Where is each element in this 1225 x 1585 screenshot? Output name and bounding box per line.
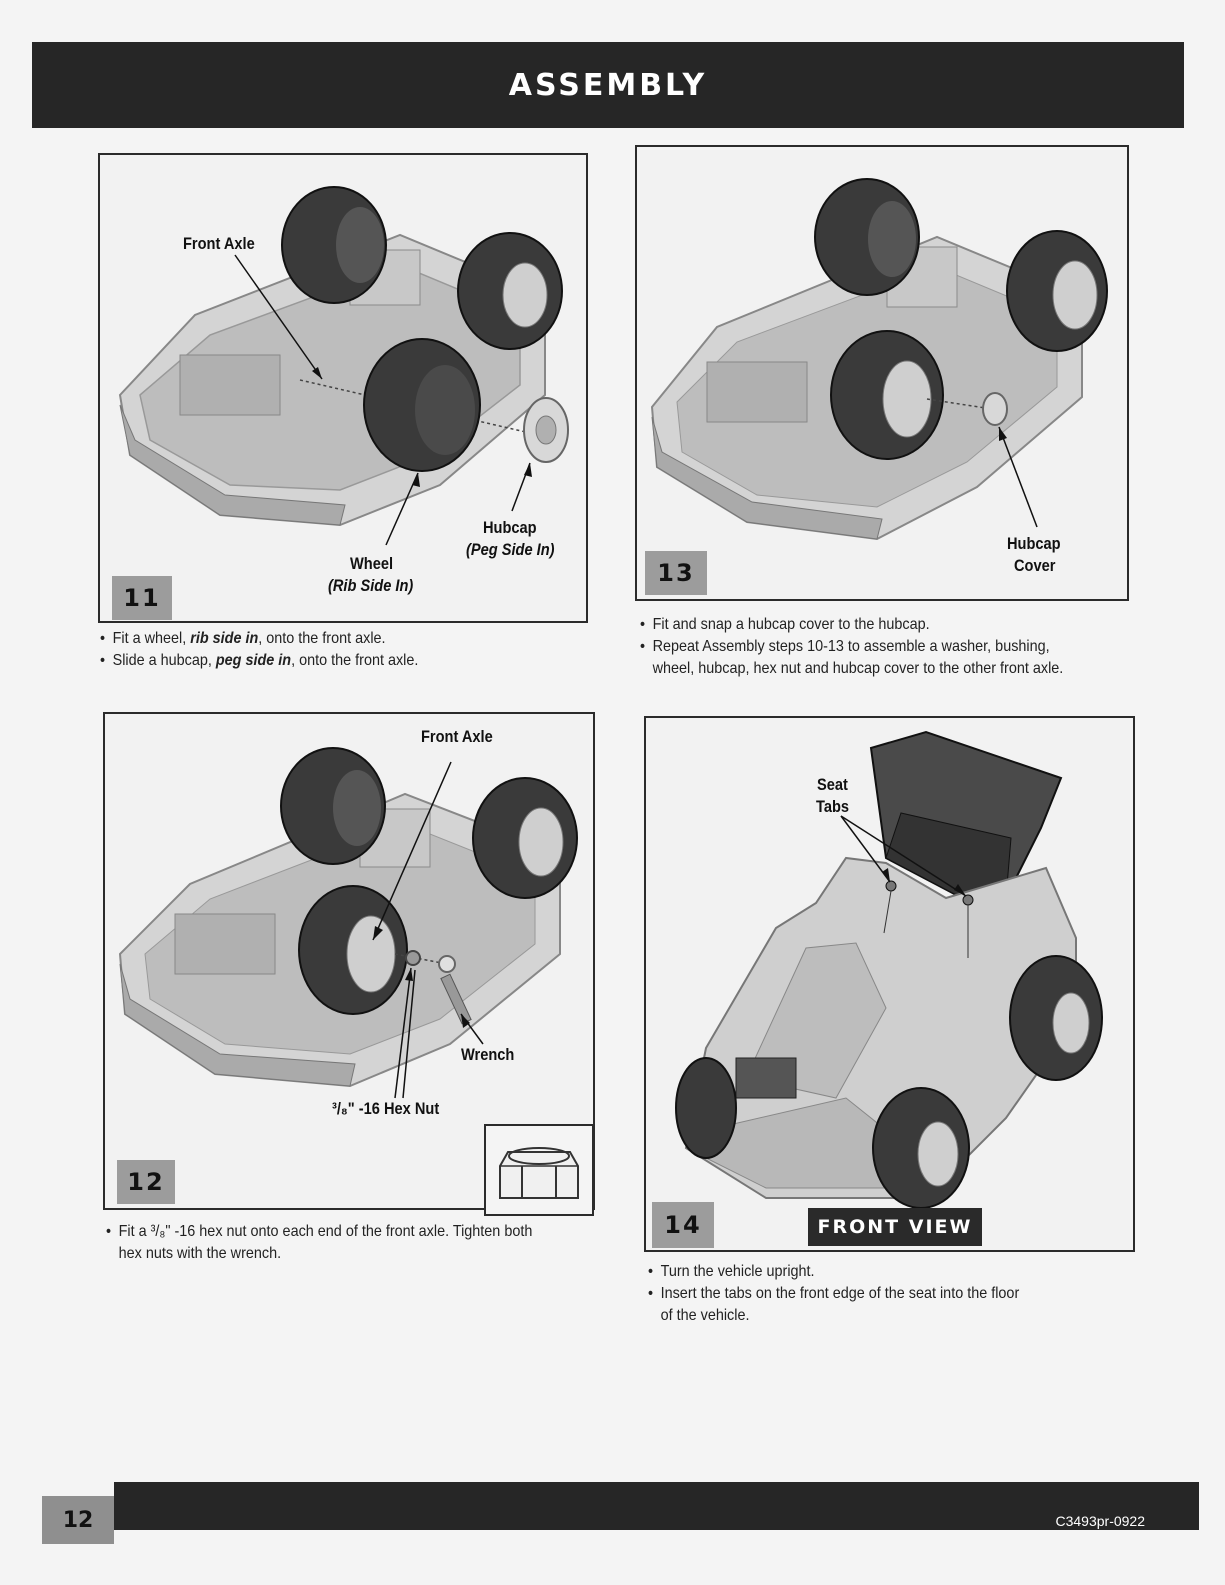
instruction-line: • Insert the tabs on the front edge of the seat into the floor [648,1285,1020,1302]
step-13-panel [635,145,1129,601]
footer-bar [114,1482,1199,1530]
page-title: ASSEMBLY [508,67,708,103]
instruction-line: • Fit a ³/₈" -16 hex nut onto each end of the front axle. Tighten both [106,1223,533,1240]
step-number-badge: 12 [117,1160,175,1204]
hubcap-note-label: (Peg Side In) [466,540,555,559]
hex-nut-actual-size-box [484,1124,594,1216]
instruction-line: wheel, hubcap, hex nut and hubcap cover to the other front axle. [652,660,1064,677]
wheel-label: Wheel [350,554,394,573]
front-axle-label: Front Axle [421,727,493,746]
document-code: C3493pr-0922 [1055,1513,1145,1529]
instruction-line: • Turn the vehicle upright. [648,1263,815,1280]
instruction-line: • Repeat Assembly steps 10-13 to assemble a washer, bushing, [640,638,1050,655]
instruction-line: • Fit and snap a hubcap cover to the hubcap. [640,616,930,633]
front-view-label: FRONT VIEW [808,1208,982,1246]
seat-label: Seat [817,775,848,794]
instruction-line: • Slide a hubcap, peg side in, onto the front axle. [100,652,419,669]
wrench-label: Wrench [461,1045,515,1064]
hex-nut-label: ³/₈" -16 Hex Nut [332,1099,440,1118]
wheel-note-label: (Rib Side In) [328,576,414,595]
page-number: 12 [42,1496,114,1544]
header-bar [32,42,1184,128]
step-14-illustration [646,718,1133,1250]
step-number-badge: 11 [112,576,172,620]
instruction-line: of the vehicle. [660,1307,750,1324]
hubcap-cover-label-line2: Cover [1014,556,1056,575]
instruction-line: hex nuts with the wrench. [118,1245,282,1262]
hubcap-label: Hubcap [483,518,537,537]
hubcap-cover-label-line1: Hubcap [1007,534,1061,553]
front-axle-label: Front Axle [183,234,255,253]
step-14-panel [644,716,1135,1252]
hex-nut-icon [486,1126,592,1214]
step-11-instructions [100,628,418,672]
instruction-line: • Fit a wheel, rib side in, onto the front axle. [100,630,386,647]
step-number-badge: 14 [652,1202,714,1248]
step-12-instructions [106,1221,532,1265]
step-13-illustration [637,147,1127,599]
step-11-panel [98,153,588,623]
step-14-instructions [648,1261,1019,1327]
tabs-label: Tabs [816,797,850,816]
step-number-badge: 13 [645,551,707,595]
step-13-instructions [640,614,1063,680]
